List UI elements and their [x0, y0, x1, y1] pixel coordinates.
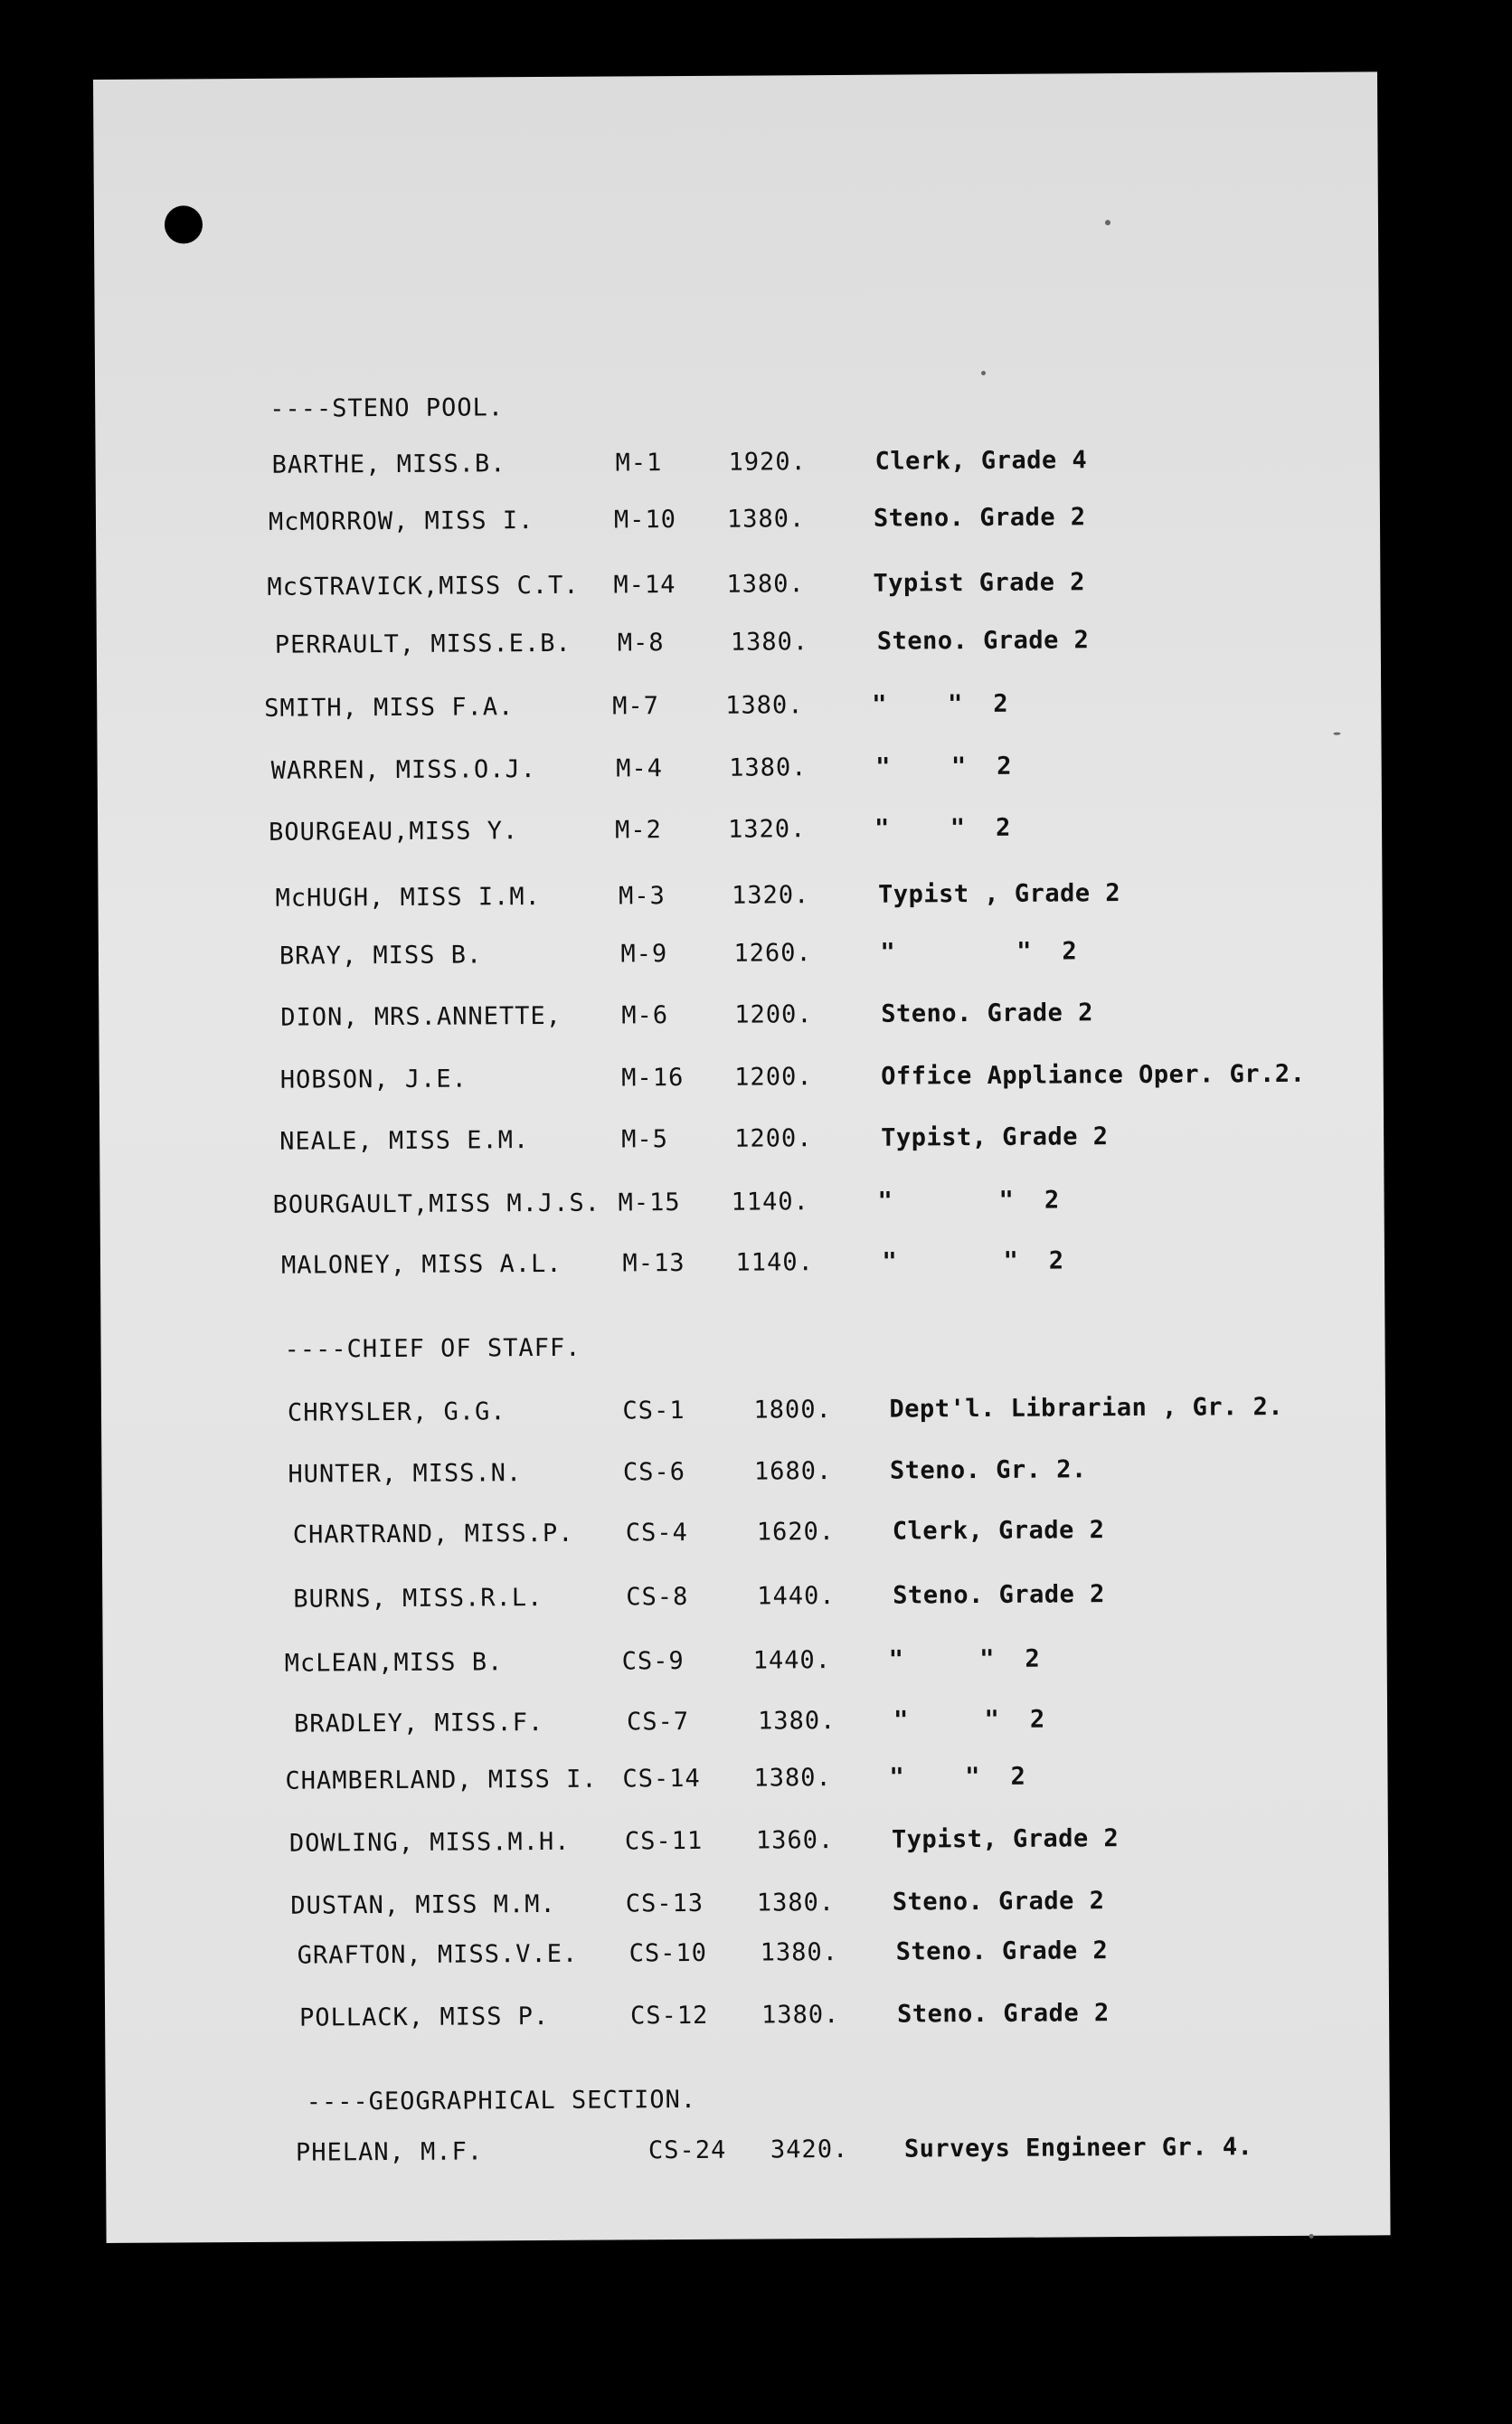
- salary: 1380.: [756, 1889, 836, 1917]
- personnel-row: [99, 997, 1365, 1041]
- personnel-row: [101, 1453, 1367, 1498]
- job-title: " " 2: [875, 752, 1013, 781]
- personnel-row: [102, 1578, 1368, 1623]
- employee-name: POLLACK, MISS P.: [299, 2002, 550, 2032]
- job-title: Steno. Grade 2: [893, 1580, 1105, 1610]
- position-code: M-14: [613, 571, 676, 600]
- personnel-row: [97, 687, 1363, 732]
- employee-name: DOWLING, MISS.M.H.: [288, 1827, 571, 1858]
- position-code: M-13: [622, 1249, 685, 1278]
- salary: 1380.: [760, 1938, 839, 1967]
- salary: 1380.: [753, 1764, 832, 1793]
- job-title: " " 2: [893, 1705, 1045, 1735]
- salary: 1380.: [726, 570, 805, 599]
- salary: 1440.: [752, 1646, 832, 1675]
- position-code: M-10: [613, 506, 677, 535]
- position-code: M-1: [615, 449, 663, 478]
- job-title: Typist , Grade 2: [877, 879, 1121, 909]
- personnel-row: [96, 444, 1362, 488]
- position-code: M-5: [621, 1125, 669, 1154]
- employee-name: PHELAN, M.F.: [295, 2137, 484, 2167]
- position-code: CS-24: [647, 2135, 727, 2165]
- job-title: Office Appliance Oper. Gr.2.: [881, 1059, 1306, 1091]
- position-code: CS-11: [624, 1826, 704, 1856]
- salary: 1920.: [728, 448, 807, 477]
- position-code: CS-6: [622, 1458, 686, 1487]
- employee-name: SMITH, MISS F.A.: [264, 693, 515, 723]
- job-title: " " 2: [889, 1762, 1026, 1792]
- employee-name: WARREN, MISS.O.J.: [270, 755, 537, 785]
- punch-hole: [165, 205, 203, 243]
- salary: 1440.: [757, 1582, 836, 1611]
- personnel-row: [96, 501, 1362, 545]
- employee-name: GRAFTON, MISS.V.E.: [297, 1939, 579, 1970]
- personnel-row: [103, 1760, 1369, 1804]
- employee-name: McHUGH, MISS I.M.: [275, 882, 541, 913]
- personnel-row: [99, 1059, 1366, 1103]
- salary: 1380.: [730, 628, 809, 657]
- position-code: M-15: [618, 1188, 681, 1217]
- salary: 1360.: [755, 1826, 835, 1855]
- employee-name: BRAY, MISS B.: [279, 941, 483, 971]
- employee-name: BRADLEY, MISS.F.: [294, 1708, 544, 1738]
- job-title: Clerk, Grade 2: [892, 1516, 1105, 1546]
- position-code: M-4: [616, 754, 664, 783]
- job-title: " " 2: [882, 1246, 1064, 1276]
- job-title: Steno. Gr. 2.: [889, 1455, 1087, 1485]
- job-title: Dept'l. Librarian , Gr. 2.: [889, 1392, 1284, 1424]
- position-code: CS-12: [629, 2001, 709, 2031]
- employee-name: MALONEY, MISS A.L.: [280, 1249, 562, 1280]
- section-heading: ----STENO POOL.: [269, 393, 505, 423]
- personnel-row: [100, 1184, 1366, 1228]
- job-title: Typist, Grade 2: [891, 1824, 1120, 1854]
- salary: 1380.: [726, 505, 806, 534]
- personnel-row: [101, 1392, 1367, 1436]
- salary: 1200.: [734, 1063, 813, 1092]
- salary: 1320.: [731, 881, 810, 910]
- personnel-row: [104, 1885, 1370, 1929]
- job-title: " " 2: [877, 1186, 1060, 1216]
- section-heading: ----CHIEF OF STAFF.: [284, 1333, 581, 1364]
- employee-name: PERRAULT, MISS.E.B.: [274, 629, 572, 659]
- position-code: CS-9: [621, 1647, 685, 1676]
- job-title: " " 2: [880, 937, 1078, 967]
- position-code: M-7: [612, 692, 660, 721]
- employee-name: CHRYSLER, G.G.: [287, 1397, 506, 1427]
- personnel-row: [104, 1823, 1370, 1867]
- personnel-row: [99, 1121, 1366, 1165]
- job-title: Steno. Grade 2: [896, 1999, 1110, 2029]
- salary: 1380.: [758, 1707, 836, 1736]
- section-heading: ----GEOGRAPHICAL SECTION.: [306, 2085, 697, 2116]
- personnel-row: [105, 1935, 1371, 1979]
- position-code: M-9: [620, 940, 668, 969]
- personnel-row: [96, 566, 1362, 611]
- job-title: Steno. Grade 2: [873, 503, 1086, 533]
- position-code: M-3: [618, 882, 666, 911]
- salary: 1800.: [753, 1396, 832, 1425]
- personnel-row: [106, 2132, 1372, 2176]
- salary: 1320.: [727, 815, 807, 844]
- employee-name: BURNS, MISS.R.L.: [293, 1583, 543, 1614]
- personnel-row: [103, 1703, 1369, 1747]
- position-code: M-8: [617, 629, 665, 658]
- personnel-row: [100, 1245, 1366, 1289]
- employee-name: McSTRAVICK,MISS C.T.: [267, 571, 580, 601]
- job-title: Steno. Grade 2: [881, 999, 1093, 1028]
- position-code: M-16: [621, 1064, 685, 1093]
- job-title: Clerk, Grade 4: [874, 446, 1088, 476]
- position-code: CS-1: [622, 1397, 685, 1425]
- job-title: " " 2: [872, 689, 1009, 719]
- personnel-row: [98, 811, 1364, 856]
- job-title: " " 2: [874, 813, 1011, 843]
- employee-name: BOURGEAU,MISS Y.: [268, 817, 519, 847]
- employee-name: HUNTER, MISS.N.: [288, 1459, 523, 1489]
- salary: 1620.: [756, 1518, 836, 1547]
- salary: 1680.: [753, 1457, 833, 1486]
- position-code: CS-4: [625, 1519, 688, 1548]
- salary: 1380.: [729, 753, 808, 782]
- job-title: Steno. Grade 2: [895, 1936, 1109, 1966]
- position-code: CS-14: [622, 1764, 701, 1794]
- salary: 1260.: [733, 939, 812, 968]
- salary: 3420.: [770, 2135, 849, 2164]
- salary: 1200.: [734, 1000, 813, 1029]
- position-code: M-6: [621, 1001, 669, 1030]
- speck: [1309, 2234, 1314, 2239]
- personnel-row: [103, 1643, 1369, 1687]
- job-title: Steno. Grade 2: [892, 1887, 1105, 1917]
- employee-name: McLEAN,MISS B.: [284, 1648, 504, 1678]
- employee-name: BOURGAULT,MISS M.J.S.: [272, 1188, 601, 1219]
- job-title: " " 2: [888, 1644, 1041, 1674]
- personnel-row: [105, 1997, 1371, 2041]
- employee-name: NEALE, MISS E.M.: [279, 1126, 530, 1156]
- employee-name: BARTHE, MISS.B.: [271, 450, 506, 479]
- position-code: CS-10: [628, 1938, 708, 1968]
- job-title: Typist, Grade 2: [881, 1122, 1109, 1152]
- employee-name: DUSTAN, MISS M.M.: [290, 1889, 556, 1920]
- employee-name: CHAMBERLAND, MISS I.: [285, 1765, 598, 1795]
- position-code: CS-8: [626, 1583, 689, 1612]
- salary: 1380.: [761, 2000, 840, 2030]
- salary: 1380.: [725, 691, 804, 720]
- salary: 1200.: [734, 1124, 813, 1153]
- job-title: Surveys Engineer Gr. 4.: [903, 2133, 1253, 2164]
- job-title: Steno. Grade 2: [876, 626, 1090, 656]
- speck: [1105, 220, 1110, 225]
- employee-name: McMORROW, MISS I.: [268, 507, 534, 536]
- job-title: Typist Grade 2: [873, 568, 1086, 598]
- personnel-row: [98, 877, 1364, 922]
- speck: [981, 371, 986, 375]
- personnel-row: [98, 750, 1364, 794]
- salary: 1140.: [731, 1188, 809, 1217]
- personnel-list: [93, 71, 1377, 2167]
- salary: 1140.: [735, 1248, 814, 1277]
- position-code: CS-13: [625, 1889, 704, 1918]
- employee-name: HOBSON, J.E.: [279, 1065, 468, 1094]
- employee-name: DION, MRS.ANNETTE,: [280, 1001, 562, 1032]
- position-code: M-2: [614, 816, 662, 845]
- personnel-row: [97, 624, 1363, 668]
- position-code: CS-7: [627, 1708, 690, 1737]
- personnel-row: [99, 935, 1365, 980]
- personnel-row: [102, 1514, 1368, 1558]
- document-page: [93, 71, 1391, 2243]
- employee-name: CHARTRAND, MISS.P.: [292, 1519, 574, 1549]
- speck: [1333, 733, 1340, 735]
